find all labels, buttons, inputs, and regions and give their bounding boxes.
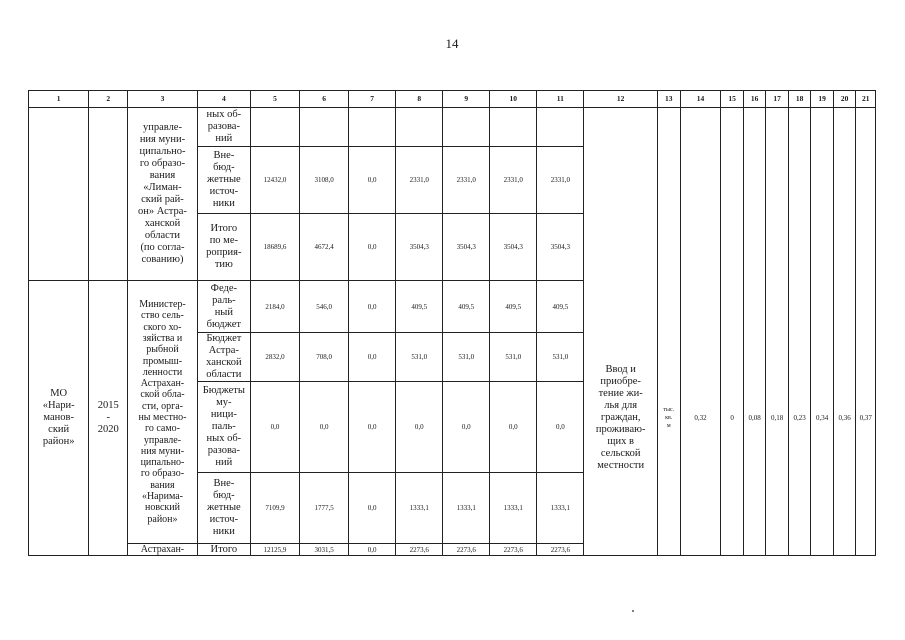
value-cell: 18689,6 bbox=[250, 214, 299, 281]
header-cell: 5 bbox=[250, 91, 299, 108]
value-cell: 0,0 bbox=[349, 473, 396, 544]
measure-cell: Ввод и приобре- тение жи- лья для граждан, проживаю- щих в сельской местности bbox=[584, 281, 658, 556]
header-cell: 6 bbox=[300, 91, 349, 108]
indicator-cell bbox=[680, 108, 721, 281]
value-cell: 3504,3 bbox=[443, 214, 490, 281]
header-cell: 15 bbox=[721, 91, 744, 108]
indicator-cell: 0,32 bbox=[680, 281, 721, 556]
funding-source-cell: Бюджеты му- ници- паль- ных об- разова- ний bbox=[197, 382, 250, 473]
table-row bbox=[29, 281, 876, 333]
header-cell: 21 bbox=[856, 91, 876, 108]
value-cell: 531,0 bbox=[537, 333, 584, 382]
value-cell bbox=[300, 108, 349, 147]
funding-source-cell: ных об- разова- ний bbox=[197, 108, 250, 147]
value-cell: 708,0 bbox=[300, 333, 349, 382]
executor-cell: управле- ния муни- ципально- го образо- вания «Лиман- ский рай- он» Астра- ханской области (по согла- сованию) bbox=[128, 108, 198, 281]
header-cell: 1 bbox=[29, 91, 89, 108]
value-cell: 2273,6 bbox=[396, 544, 443, 556]
unit-cell bbox=[658, 108, 681, 281]
executor-cell: Министер- ство сель- ского хо- зяйства и рыбной промыш- ленности Астрахан- ской обла- сти, орга- ны местно- го само- управле- ния муни- ципально- го образо- вания «Нарима- новский район» bbox=[128, 281, 198, 544]
indicator-cell bbox=[743, 108, 766, 281]
value-cell bbox=[537, 108, 584, 147]
indicator-cell bbox=[766, 108, 789, 281]
value-cell bbox=[396, 108, 443, 147]
indicator-cell bbox=[833, 108, 856, 281]
funding-source-cell: Итого по ме- роприя- тию bbox=[197, 214, 250, 281]
header-cell: 4 bbox=[197, 91, 250, 108]
header-cell: 8 bbox=[396, 91, 443, 108]
value-cell: 531,0 bbox=[396, 333, 443, 382]
value-cell: 0,0 bbox=[349, 382, 396, 473]
value-cell: 3504,3 bbox=[537, 214, 584, 281]
value-cell: 0,0 bbox=[490, 382, 537, 473]
header-cell: 9 bbox=[443, 91, 490, 108]
header-cell: 20 bbox=[833, 91, 856, 108]
value-cell: 1333,1 bbox=[490, 473, 537, 544]
indicator-cell: 0,23 bbox=[788, 281, 811, 556]
value-cell: 1333,1 bbox=[443, 473, 490, 544]
value-cell: 3504,3 bbox=[490, 214, 537, 281]
header-cell: 12 bbox=[584, 91, 658, 108]
indicator-cell: 0,34 bbox=[811, 281, 834, 556]
value-cell: 0,0 bbox=[537, 382, 584, 473]
unit-cell: тыс. кв. м bbox=[658, 281, 681, 556]
indicator-cell: 0,37 bbox=[856, 281, 876, 556]
value-cell bbox=[490, 108, 537, 147]
value-cell: 2331,0 bbox=[396, 147, 443, 214]
value-cell: 2273,6 bbox=[490, 544, 537, 556]
program-table bbox=[28, 90, 876, 556]
header-cell: 2 bbox=[89, 91, 128, 108]
indicator-cell bbox=[788, 108, 811, 281]
value-cell: 409,5 bbox=[443, 281, 490, 333]
period-cell bbox=[89, 108, 128, 281]
value-cell: 0,0 bbox=[443, 382, 490, 473]
value-cell: 409,5 bbox=[396, 281, 443, 333]
value-cell: 3504,3 bbox=[396, 214, 443, 281]
header-row bbox=[29, 91, 876, 108]
value-cell: 12432,0 bbox=[250, 147, 299, 214]
municipality-cell: МО «Нари- манов- ский район» bbox=[29, 281, 89, 556]
header-cell: 16 bbox=[743, 91, 766, 108]
funding-source-cell: Вне- бюд- жетные источ- ники bbox=[197, 473, 250, 544]
indicator-cell: 0,08 bbox=[743, 281, 766, 556]
header-cell: 7 bbox=[349, 91, 396, 108]
value-cell: 0,0 bbox=[349, 333, 396, 382]
value-cell: 12125,9 bbox=[250, 544, 299, 556]
funding-source-cell: Феде- раль- ный бюджет bbox=[197, 281, 250, 333]
indicator-cell bbox=[856, 108, 876, 281]
value-cell: 2273,6 bbox=[443, 544, 490, 556]
value-cell: 546,0 bbox=[300, 281, 349, 333]
page-number: 14 bbox=[445, 36, 459, 51]
value-cell: 0,0 bbox=[349, 281, 396, 333]
indicator-cell bbox=[811, 108, 834, 281]
value-cell: 0,0 bbox=[250, 382, 299, 473]
value-cell: 2331,0 bbox=[537, 147, 584, 214]
indicator-cell: 0,36 bbox=[833, 281, 856, 556]
indicator-cell: 0,18 bbox=[766, 281, 789, 556]
funding-source-cell: Вне- бюд- жетные источ- ники bbox=[197, 147, 250, 214]
funding-source-cell: Бюджет Астра- ханской области bbox=[197, 333, 250, 382]
value-cell: 2331,0 bbox=[443, 147, 490, 214]
value-cell bbox=[443, 108, 490, 147]
value-cell: 2832,0 bbox=[250, 333, 299, 382]
value-cell: 1333,1 bbox=[396, 473, 443, 544]
value-cell: 531,0 bbox=[490, 333, 537, 382]
value-cell: 2331,0 bbox=[490, 147, 537, 214]
header-cell: 11 bbox=[537, 91, 584, 108]
measure-cell bbox=[584, 108, 658, 281]
period-cell: 2015 - 2020 bbox=[89, 281, 128, 556]
value-cell: 7109,9 bbox=[250, 473, 299, 544]
value-cell: 2184,0 bbox=[250, 281, 299, 333]
value-cell: 4672,4 bbox=[300, 214, 349, 281]
header-cell: 17 bbox=[766, 91, 789, 108]
header-cell: 19 bbox=[811, 91, 834, 108]
header-cell: 13 bbox=[658, 91, 681, 108]
value-cell: 1333,1 bbox=[537, 473, 584, 544]
value-cell: 3031,5 bbox=[300, 544, 349, 556]
value-cell: 1777,5 bbox=[300, 473, 349, 544]
table-row bbox=[29, 108, 876, 147]
value-cell: 0,0 bbox=[396, 382, 443, 473]
header-cell: 10 bbox=[490, 91, 537, 108]
value-cell: 0,0 bbox=[300, 382, 349, 473]
header-cell: 3 bbox=[128, 91, 198, 108]
value-cell: 531,0 bbox=[443, 333, 490, 382]
header-cell: 14 bbox=[680, 91, 721, 108]
executor-cell-continued: Астрахан- bbox=[128, 544, 198, 556]
value-cell: 0,0 bbox=[349, 544, 396, 556]
value-cell: 2273,6 bbox=[537, 544, 584, 556]
scan-speck bbox=[632, 610, 634, 612]
value-cell bbox=[250, 108, 299, 147]
value-cell: 0,0 bbox=[349, 214, 396, 281]
value-cell: 3108,0 bbox=[300, 147, 349, 214]
municipality-cell bbox=[29, 108, 89, 281]
header-cell: 18 bbox=[788, 91, 811, 108]
value-cell bbox=[349, 108, 396, 147]
value-cell: 0,0 bbox=[349, 147, 396, 214]
indicator-cell: 0 bbox=[721, 281, 744, 556]
funding-source-cell: Итого bbox=[197, 544, 250, 556]
value-cell: 409,5 bbox=[537, 281, 584, 333]
indicator-cell bbox=[721, 108, 744, 281]
value-cell: 409,5 bbox=[490, 281, 537, 333]
